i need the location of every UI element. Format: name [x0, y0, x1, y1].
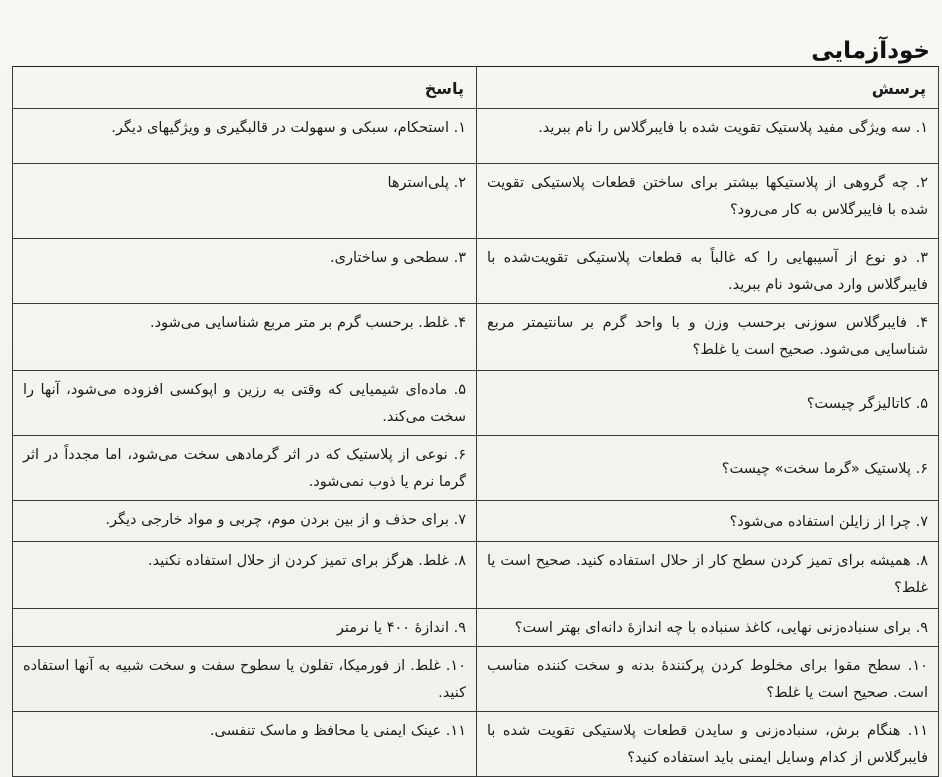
table-row [13, 712, 939, 777]
question-cell: ۴. فایبرگلاس سوزنی برحسب وزن و با واحد گرم بر سانتیمتر مربع شناسایی می‌شود. صحیح است یا غلط؟ [477, 304, 939, 371]
answer-column-header: پاسخ [13, 67, 477, 109]
table-row [13, 436, 939, 501]
question-cell: ۹. برای سنباده‌زنی نهایی، کاغذ سنباده با چه اندازهٔ دانه‌ای بهتر است؟ [477, 609, 939, 647]
table-row [13, 647, 939, 712]
table-row [13, 609, 939, 647]
question-cell: ۱۰. سطح مقوا برای مخلوط کردن پرکنندهٔ بدنه و سخت کننده مناسب است. صحیح است یا غلط؟ [477, 647, 939, 712]
table-row [13, 109, 939, 164]
table-row [13, 501, 939, 542]
answer-cell: ۷. برای حذف و از بین بردن موم، چربی و مواد خارجی دیگر. [13, 501, 477, 542]
table-row [13, 239, 939, 304]
question-cell: ۲. چه گروهی از پلاستیکها بیشتر برای ساختن قطعات پلاستیکی تقویت شده با فایبرگلاس به کار می‌رود؟ [477, 164, 939, 239]
self-test-table [12, 66, 939, 777]
answer-cell: ۳. سطحی و ساختاری. [13, 239, 477, 304]
answer-cell: ۹. اندازهٔ ۴۰۰ یا نرمتر [13, 609, 477, 647]
question-cell: ۳. دو نوع از آسیبهایی را که غالباً به قطعات پلاستیکی تقویت‌شده با فایبرگلاس وارد می‌شود نام ببرید. [477, 239, 939, 304]
question-cell: ۸. همیشه برای تمیز کردن سطح کار از حلال استفاده کنید. صحیح است یا غلط؟ [477, 542, 939, 609]
table-row [13, 164, 939, 239]
table-row [13, 304, 939, 371]
page-title: خودآزمایی [811, 38, 930, 64]
question-cell: ۶. پلاستیک «گرما سخت» چیست؟ [477, 436, 939, 501]
answer-cell: ۲. پلی‌استرها [13, 164, 477, 239]
answer-cell: ۵. ماده‌ای شیمیایی که وقتی به رزین و اپوکسی افزوده می‌شود، آنها را سخت می‌کند. [13, 371, 477, 436]
answer-cell: ۶. نوعی از پلاستیک که در اثر گرمادهی سخت می‌شود، اما مجدداً در اثر گرما نرم یا ذوب نمی‌شود. [13, 436, 477, 501]
answer-cell: ۱۰. غلط. از فورمیکا، تفلون یا سطوح سفت و سخت شبیه به آنها استفاده کنید. [13, 647, 477, 712]
table-row [13, 371, 939, 436]
question-column-header: پرسش [477, 67, 939, 109]
question-cell: ۱۱. هنگام برش، سنباده‌زنی و سایدن قطعات پلاستیکی تقویت شده با فایبرگلاس از کدام وسایل ایمنی باید استفاده کنید؟ [477, 712, 939, 777]
table-header-row [13, 67, 939, 109]
answer-cell: ۴. غلط. برحسب گرم بر متر مربع شناسایی می‌شود. [13, 304, 477, 371]
question-cell: ۵. کاتالیزگر چیست؟ [477, 371, 939, 436]
question-cell: ۱. سه ویژگی مفید پلاستیک تقویت شده با فایبرگلاس را نام ببرید. [477, 109, 939, 164]
question-cell: ۷. چرا از زایلن استفاده می‌شود؟ [477, 501, 939, 542]
table-row [13, 542, 939, 609]
answer-cell: ۸. غلط. هرگز برای تمیز کردن از حلال استفاده نکنید. [13, 542, 477, 609]
answer-cell: ۱. استحکام، سبکی و سهولت در قالبگیری و ویژگیهای دیگر. [13, 109, 477, 164]
answer-cell: ۱۱. عینک ایمنی یا محافظ و ماسک تنفسی. [13, 712, 477, 777]
